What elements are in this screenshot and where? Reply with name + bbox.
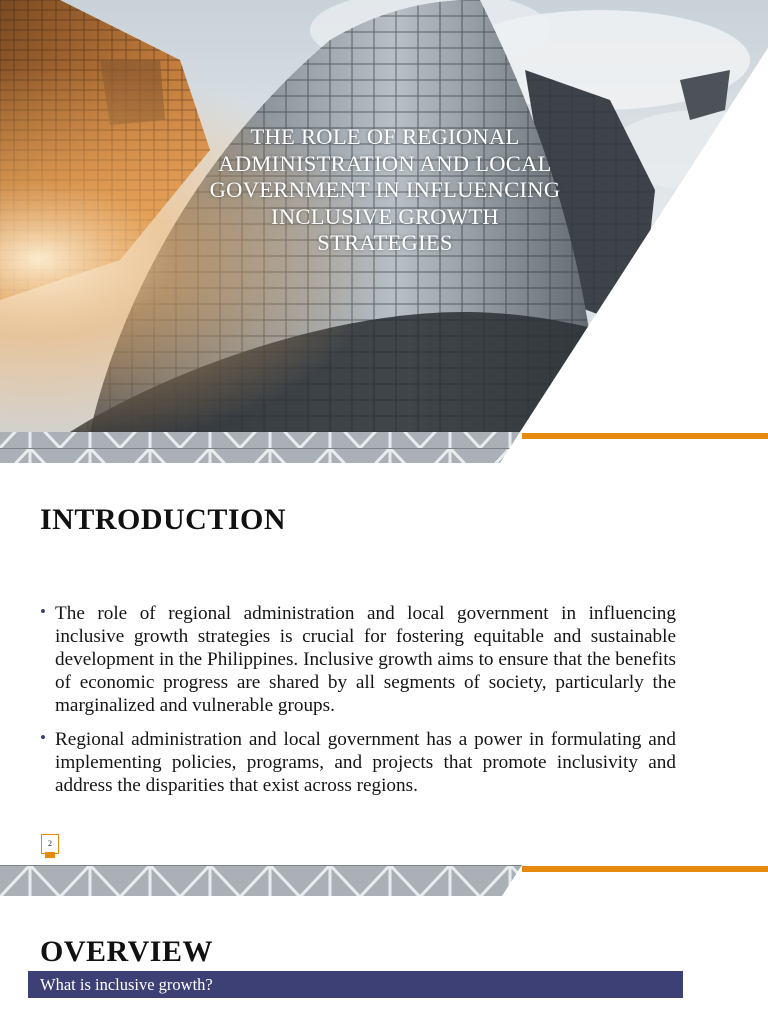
list-item: [40, 602, 676, 717]
bullet-icon: •: [40, 602, 46, 621]
overview-slide: [0, 865, 768, 1024]
accent-line: [522, 433, 768, 439]
accent-line: [522, 866, 768, 872]
truss-banner: [0, 865, 768, 905]
title-slide: [0, 0, 768, 465]
list-item: [40, 728, 676, 797]
bullet-text: The role of regional administration and local government in influencing inclusive growth strategies is crucial for fostering equitable and sustainable development in the Philippines. Inclusive growth aims to ensure that the benefits of economic progress are shared by all segments of society, particularly the marginalized and vulnerable groups.: [55, 603, 676, 716]
bullet-list: [40, 602, 676, 808]
overview-heading: OVERVIEW: [40, 935, 213, 968]
subtitle-bar: What is inclusive growth?: [28, 971, 683, 998]
bullet-icon: •: [40, 728, 46, 747]
introduction-heading: INTRODUCTION: [40, 503, 287, 536]
presentation-title: THE ROLE OF REGIONAL ADMINISTRATION AND LOCAL GOVERNMENT IN INFLUENCING INCLUSIVE GROWTH STRATEGIES: [209, 124, 561, 255]
page-number: 2: [41, 834, 59, 854]
introduction-slide: [0, 465, 768, 865]
bullet-text: Regional administration and local government has a power in formulating and implementing policies, programs, and projects that promote inclusivity and address the disparities that exist across regions.: [55, 729, 676, 796]
page-number-marker: [45, 852, 55, 858]
